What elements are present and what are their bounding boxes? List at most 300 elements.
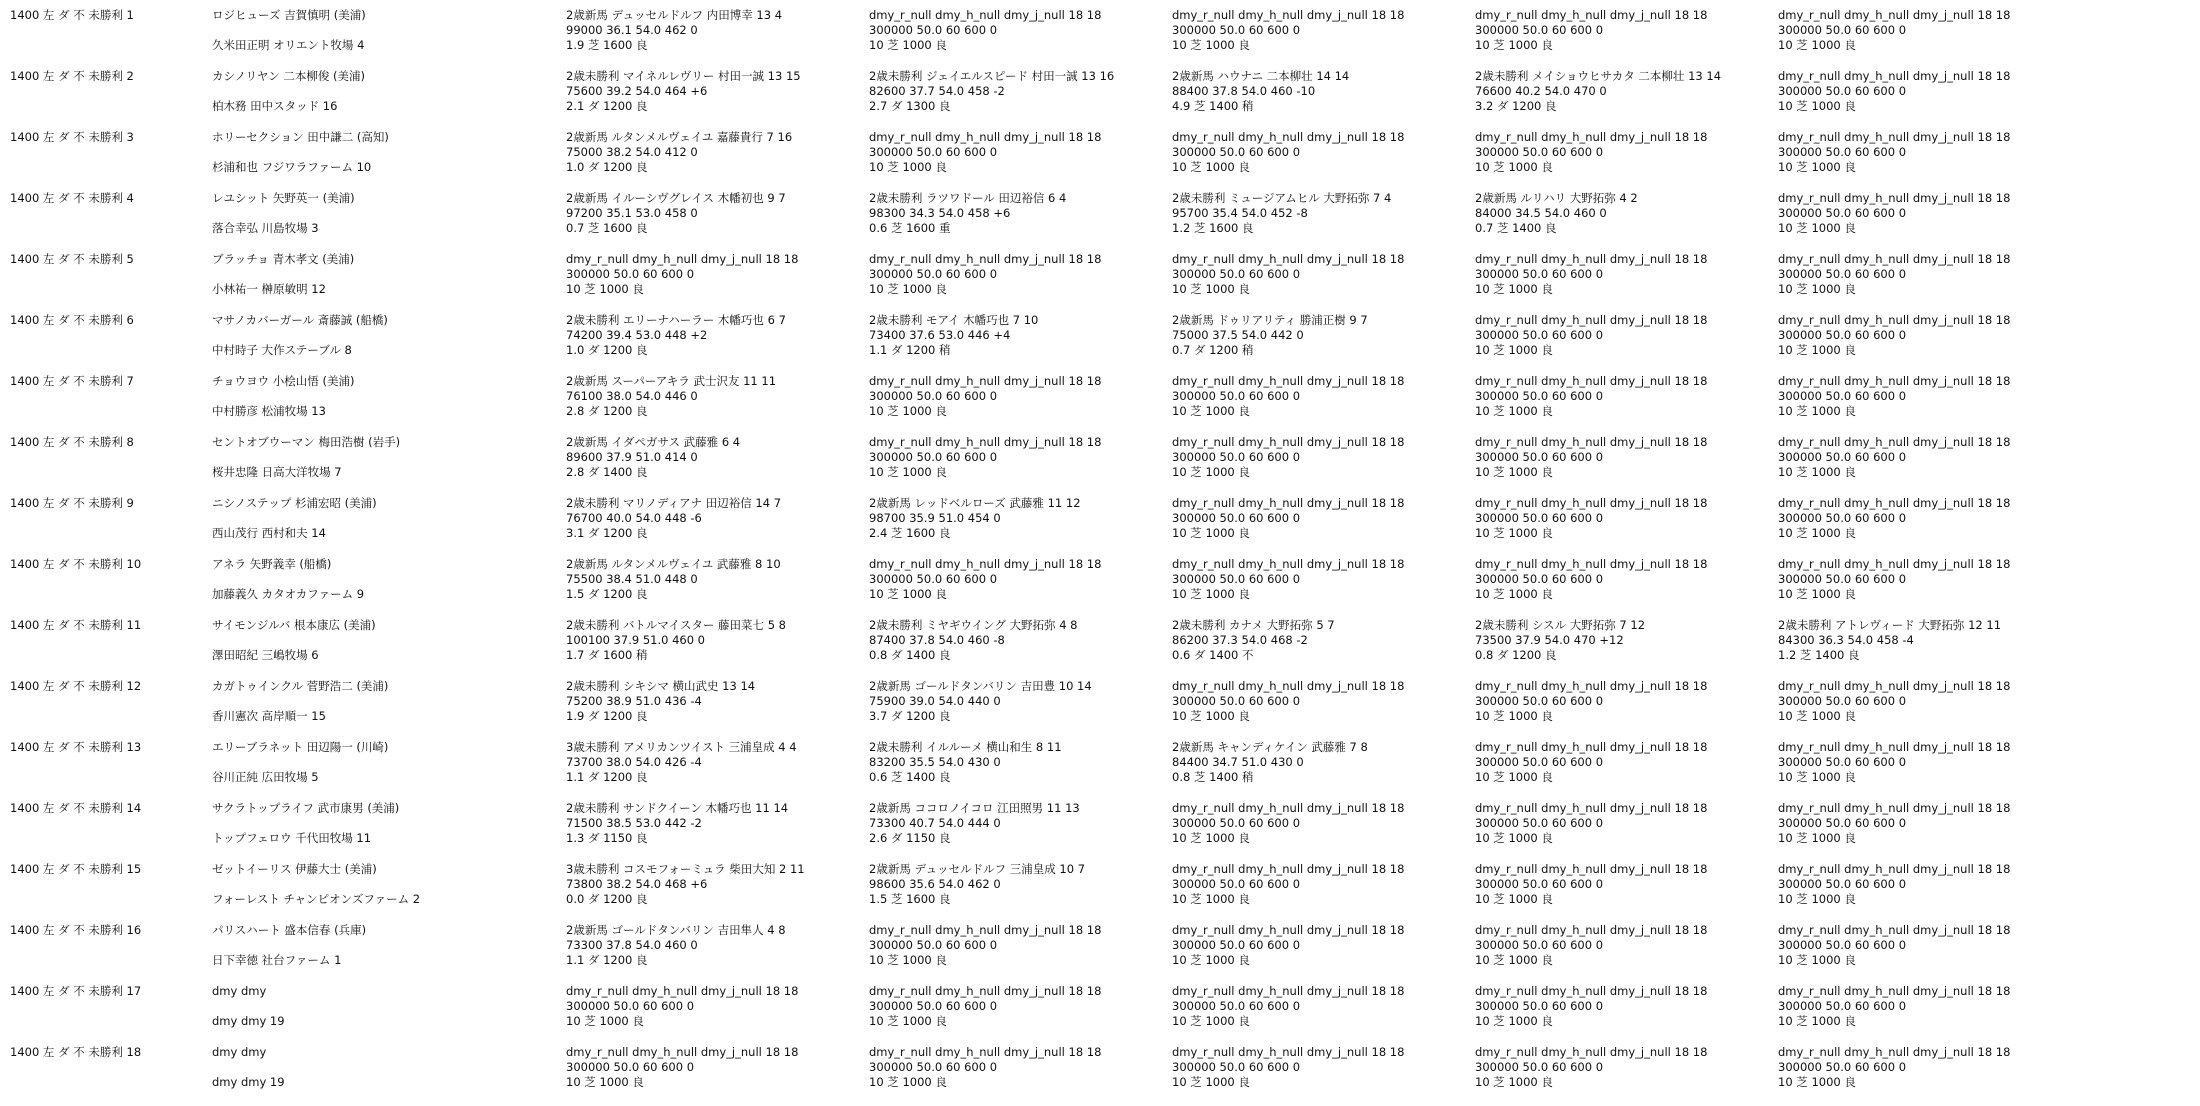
- owner-breeder: 香川憲次 高岸順一 15: [212, 709, 326, 723]
- past-race-stats: 76100 38.0 54.0 446 0: [566, 389, 698, 403]
- race-info: 1400 左 ダ 不 未勝利 16: [10, 923, 142, 937]
- past-race-1: [566, 679, 866, 724]
- past-race-stats: 300000 50.0 60 600 0: [1475, 511, 1604, 525]
- past-race-name: dmy_r_null dmy_h_null dmy_j_null 18 18: [1778, 496, 2011, 510]
- past-race-stats: 300000 50.0 60 600 0: [1778, 84, 1907, 98]
- race-info: 1400 左 ダ 不 未勝利 12: [10, 679, 142, 693]
- past-race-name: dmy_r_null dmy_h_null dmy_j_null 18 18: [869, 1045, 1102, 1059]
- past-race-4: [1475, 679, 1775, 724]
- past-race-1: [566, 618, 866, 663]
- horse-info: [212, 130, 552, 175]
- past-race-4: [1475, 374, 1775, 419]
- past-race-name: dmy_r_null dmy_h_null dmy_j_null 18 18: [1172, 130, 1405, 144]
- past-race-2: [869, 801, 1169, 846]
- horse-info: [212, 435, 552, 480]
- race-info: 1400 左 ダ 不 未勝利 2: [10, 69, 134, 83]
- past-race-course: 3.1 ダ 1200 良: [566, 526, 648, 540]
- past-race-3: [1172, 8, 1472, 53]
- entry-row: [0, 496, 2200, 557]
- horse-info: [212, 740, 552, 785]
- past-race-4: [1475, 496, 1775, 541]
- past-race-stats: 99000 36.1 54.0 462 0: [566, 23, 698, 37]
- past-race-name: dmy_r_null dmy_h_null dmy_j_null 18 18: [1475, 740, 1708, 754]
- past-race-stats: 300000 50.0 60 600 0: [869, 389, 998, 403]
- race-info: 1400 左 ダ 不 未勝利 13: [10, 740, 142, 754]
- past-race-name: dmy_r_null dmy_h_null dmy_j_null 18 18: [1778, 557, 2011, 571]
- past-race-2: [869, 740, 1169, 785]
- past-race-course: 1.9 芝 1600 良: [566, 38, 648, 52]
- past-race-stats: 300000 50.0 60 600 0: [869, 938, 998, 952]
- past-race-name: 3歳未勝利 コスモフォーミュラ 柴田大知 2 11: [566, 862, 805, 876]
- past-race-5: [1778, 496, 2078, 541]
- past-race-stats: 300000 50.0 60 600 0: [869, 450, 998, 464]
- past-race-name: dmy_r_null dmy_h_null dmy_j_null 18 18: [1475, 435, 1708, 449]
- past-race-3: [1172, 191, 1472, 236]
- past-race-4: [1475, 801, 1775, 846]
- past-race-course: 10 芝 1000 良: [1778, 465, 1856, 479]
- owner-breeder: dmy dmy 19: [212, 1014, 285, 1028]
- past-race-course: 10 芝 1000 良: [1778, 953, 1856, 967]
- past-race-course: 10 芝 1000 良: [1475, 831, 1553, 845]
- past-race-course: 10 芝 1000 良: [1172, 1014, 1250, 1028]
- past-race-name: 2歳未勝利 ジェイエルスピード 村田一誠 13 16: [869, 69, 1115, 83]
- past-race-course: 10 芝 1000 良: [1778, 160, 1856, 174]
- past-race-name: dmy_r_null dmy_h_null dmy_j_null 18 18: [566, 1045, 799, 1059]
- past-race-3: [1172, 130, 1472, 175]
- past-race-name: dmy_r_null dmy_h_null dmy_j_null 18 18: [1778, 1045, 2011, 1059]
- horse-info: [212, 984, 552, 1029]
- past-race-stats: 86200 37.3 54.0 468 -2: [1172, 633, 1308, 647]
- owner-breeder: 久米田正明 オリエント牧場 4: [212, 38, 365, 52]
- past-race-stats: 300000 50.0 60 600 0: [1172, 450, 1301, 464]
- past-race-course: 2.6 ダ 1150 良: [869, 831, 951, 845]
- past-race-stats: 300000 50.0 60 600 0: [869, 1060, 998, 1074]
- past-race-name: 2歳未勝利 バトルマイスター 藤田菜七 5 8: [566, 618, 786, 632]
- past-race-name: 2歳新馬 ドゥリアリティ 勝浦正樹 9 7: [1172, 313, 1368, 327]
- horse-info: [212, 923, 552, 968]
- owner-breeder: dmy dmy 19: [212, 1075, 285, 1089]
- past-race-stats: 300000 50.0 60 600 0: [869, 267, 998, 281]
- past-race-name: 2歳新馬 デュッセルドルフ 内田博幸 13 4: [566, 8, 783, 22]
- horse-info: [212, 679, 552, 724]
- past-race-name: dmy_r_null dmy_h_null dmy_j_null 18 18: [1172, 923, 1405, 937]
- race-info: 1400 左 ダ 不 未勝利 15: [10, 862, 142, 876]
- past-race-name: dmy_r_null dmy_h_null dmy_j_null 18 18: [869, 252, 1102, 266]
- horse-trainer: サイモンジルバ 根本康広 (美浦): [212, 618, 376, 632]
- horse-info: [212, 8, 552, 53]
- past-race-name: dmy_r_null dmy_h_null dmy_j_null 18 18: [869, 374, 1102, 388]
- past-race-course: 10 芝 1000 良: [1172, 587, 1250, 601]
- race-info: 1400 左 ダ 不 未勝利 6: [10, 313, 134, 327]
- past-race-2: [869, 252, 1169, 297]
- past-race-stats: 300000 50.0 60 600 0: [1172, 23, 1301, 37]
- entry-row: [0, 252, 2200, 313]
- past-race-1: [566, 984, 866, 1029]
- past-race-stats: 300000 50.0 60 600 0: [1778, 816, 1907, 830]
- past-race-name: dmy_r_null dmy_h_null dmy_j_null 18 18: [1475, 496, 1708, 510]
- past-race-1: [566, 130, 866, 175]
- past-race-name: dmy_r_null dmy_h_null dmy_j_null 18 18: [869, 130, 1102, 144]
- past-race-stats: 84400 34.7 51.0 430 0: [1172, 755, 1304, 769]
- past-race-stats: 300000 50.0 60 600 0: [1172, 389, 1301, 403]
- past-race-course: 10 芝 1000 良: [1172, 831, 1250, 845]
- past-race-course: 10 芝 1000 良: [1475, 404, 1553, 418]
- past-race-stats: 73300 40.7 54.0 444 0: [869, 816, 1001, 830]
- past-race-5: [1778, 1045, 2078, 1090]
- past-race-name: dmy_r_null dmy_h_null dmy_j_null 18 18: [1778, 191, 2011, 205]
- past-race-course: 10 芝 1000 良: [1475, 343, 1553, 357]
- owner-breeder: トップフェロウ 千代田牧場 11: [212, 831, 372, 845]
- past-race-2: [869, 862, 1169, 907]
- horse-trainer: アネラ 矢野義幸 (船橋): [212, 557, 332, 571]
- past-race-name: dmy_r_null dmy_h_null dmy_j_null 18 18: [1172, 252, 1405, 266]
- past-race-name: dmy_r_null dmy_h_null dmy_j_null 18 18: [1778, 801, 2011, 815]
- past-race-stats: 74200 39.4 53.0 448 +2: [566, 328, 708, 342]
- horse-trainer: レユシット 矢野英一 (美浦): [212, 191, 355, 205]
- past-race-stats: 300000 50.0 60 600 0: [1778, 145, 1907, 159]
- past-race-course: 10 芝 1000 良: [869, 160, 947, 174]
- past-race-stats: 300000 50.0 60 600 0: [1778, 877, 1907, 891]
- past-race-stats: 300000 50.0 60 600 0: [566, 1060, 695, 1074]
- past-race-name: 2歳新馬 イダペガサス 武藤雅 6 4: [566, 435, 741, 449]
- past-race-1: [566, 435, 866, 480]
- past-race-2: [869, 557, 1169, 602]
- past-race-name: dmy_r_null dmy_h_null dmy_j_null 18 18: [1778, 862, 2011, 876]
- past-race-name: dmy_r_null dmy_h_null dmy_j_null 18 18: [1778, 984, 2011, 998]
- past-race-1: [566, 313, 866, 358]
- past-race-3: [1172, 313, 1472, 358]
- past-race-name: dmy_r_null dmy_h_null dmy_j_null 18 18: [1778, 923, 2011, 937]
- past-race-stats: 300000 50.0 60 600 0: [869, 572, 998, 586]
- past-race-name: dmy_r_null dmy_h_null dmy_j_null 18 18: [1172, 374, 1405, 388]
- past-race-3: [1172, 618, 1472, 663]
- past-race-name: dmy_r_null dmy_h_null dmy_j_null 18 18: [1475, 130, 1708, 144]
- past-race-name: 2歳未勝利 マイネルレヴリー 村田一誠 13 15: [566, 69, 801, 83]
- horse-trainer: ロジヒューズ 吉賀慎明 (美浦): [212, 8, 366, 22]
- past-race-3: [1172, 923, 1472, 968]
- horse-trainer: ゼットイーリス 伊藤大士 (美浦): [212, 862, 377, 876]
- past-race-5: [1778, 435, 2078, 480]
- past-race-1: [566, 923, 866, 968]
- past-race-stats: 300000 50.0 60 600 0: [1172, 816, 1301, 830]
- past-race-stats: 300000 50.0 60 600 0: [869, 999, 998, 1013]
- horse-info: [212, 374, 552, 419]
- past-race-stats: 89600 37.9 51.0 414 0: [566, 450, 698, 464]
- past-race-stats: 75900 39.0 54.0 440 0: [869, 694, 1001, 708]
- past-race-course: 2.1 ダ 1200 良: [566, 99, 648, 113]
- past-race-course: 10 芝 1000 良: [1778, 770, 1856, 784]
- entry-row: [0, 740, 2200, 801]
- past-race-stats: 300000 50.0 60 600 0: [1475, 572, 1604, 586]
- past-race-stats: 84300 36.3 54.0 458 -4: [1778, 633, 1914, 647]
- past-race-name: 2歳新馬 ハウナニ 二本柳壮 14 14: [1172, 69, 1350, 83]
- past-race-stats: 75000 38.2 54.0 412 0: [566, 145, 698, 159]
- past-race-course: 1.3 ダ 1150 良: [566, 831, 648, 845]
- past-race-4: [1475, 435, 1775, 480]
- past-race-stats: 300000 50.0 60 600 0: [1475, 938, 1604, 952]
- past-race-name: dmy_r_null dmy_h_null dmy_j_null 18 18: [869, 8, 1102, 22]
- past-race-3: [1172, 374, 1472, 419]
- entry-row: [0, 862, 2200, 923]
- past-race-3: [1172, 984, 1472, 1029]
- entry-row: [0, 191, 2200, 252]
- past-race-2: [869, 130, 1169, 175]
- past-race-1: [566, 69, 866, 114]
- past-race-2: [869, 618, 1169, 663]
- past-race-5: [1778, 923, 2078, 968]
- past-race-stats: 300000 50.0 60 600 0: [1475, 816, 1604, 830]
- past-race-course: 10 芝 1000 良: [1475, 709, 1553, 723]
- past-race-stats: 300000 50.0 60 600 0: [1778, 328, 1907, 342]
- past-race-name: dmy_r_null dmy_h_null dmy_j_null 18 18: [1475, 923, 1708, 937]
- race-info: 1400 左 ダ 不 未勝利 4: [10, 191, 134, 205]
- past-race-course: 0.6 芝 1600 重: [869, 221, 951, 235]
- past-race-course: 10 芝 1000 良: [1172, 160, 1250, 174]
- past-race-name: 2歳未勝利 マリノディアナ 田辺裕信 14 7: [566, 496, 782, 510]
- past-race-course: 10 芝 1000 良: [1475, 1014, 1553, 1028]
- horse-info: [212, 801, 552, 846]
- past-race-stats: 300000 50.0 60 600 0: [1778, 755, 1907, 769]
- past-race-5: [1778, 801, 2078, 846]
- owner-breeder: 落合幸弘 川島牧場 3: [212, 221, 319, 235]
- past-race-4: [1475, 69, 1775, 114]
- past-race-stats: 300000 50.0 60 600 0: [869, 23, 998, 37]
- past-race-stats: 300000 50.0 60 600 0: [1778, 694, 1907, 708]
- race-info: 1400 左 ダ 不 未勝利 11: [10, 618, 142, 632]
- past-race-4: [1475, 313, 1775, 358]
- past-race-course: 1.5 ダ 1200 良: [566, 587, 648, 601]
- entry-row: [0, 435, 2200, 496]
- past-race-name: dmy_r_null dmy_h_null dmy_j_null 18 18: [1778, 8, 2011, 22]
- past-race-name: 2歳新馬 スーパーアキラ 武士沢友 11 11: [566, 374, 777, 388]
- past-race-5: [1778, 374, 2078, 419]
- past-race-stats: 82600 37.7 54.0 458 -2: [869, 84, 1005, 98]
- past-race-name: dmy_r_null dmy_h_null dmy_j_null 18 18: [1778, 252, 2011, 266]
- past-race-name: dmy_r_null dmy_h_null dmy_j_null 18 18: [1172, 801, 1405, 815]
- past-race-2: [869, 313, 1169, 358]
- past-race-stats: 300000 50.0 60 600 0: [1475, 23, 1604, 37]
- horse-info: [212, 313, 552, 358]
- past-race-stats: 300000 50.0 60 600 0: [1172, 1060, 1301, 1074]
- past-race-course: 0.0 ダ 1200 良: [566, 892, 648, 906]
- past-race-1: [566, 801, 866, 846]
- owner-breeder: 小林祐一 榊原敏明 12: [212, 282, 326, 296]
- past-race-name: 2歳未勝利 ラツワドール 田辺裕信 6 4: [869, 191, 1067, 205]
- past-race-4: [1475, 130, 1775, 175]
- past-race-stats: 75600 39.2 54.0 464 +6: [566, 84, 708, 98]
- past-race-stats: 300000 50.0 60 600 0: [1475, 694, 1604, 708]
- past-race-stats: 95700 35.4 54.0 452 -8: [1172, 206, 1308, 220]
- past-race-course: 10 芝 1000 良: [1172, 709, 1250, 723]
- past-race-5: [1778, 984, 2078, 1029]
- past-race-course: 10 芝 1000 良: [1778, 587, 1856, 601]
- past-race-stats: 300000 50.0 60 600 0: [1475, 1060, 1604, 1074]
- past-race-name: 2歳未勝利 シスル 大野拓弥 7 12: [1475, 618, 1646, 632]
- past-race-course: 10 芝 1000 良: [1778, 404, 1856, 418]
- past-race-course: 10 芝 1000 良: [1778, 892, 1856, 906]
- past-race-stats: 300000 50.0 60 600 0: [1778, 389, 1907, 403]
- past-race-stats: 300000 50.0 60 600 0: [1172, 267, 1301, 281]
- past-race-2: [869, 191, 1169, 236]
- past-race-course: 10 芝 1000 良: [1778, 831, 1856, 845]
- horse-trainer: ホリーセクション 田中謙二 (高知): [212, 130, 389, 144]
- past-race-name: 2歳未勝利 シキシマ 横山武史 13 14: [566, 679, 756, 693]
- past-race-name: 2歳未勝利 メイショウヒサカタ 二本柳壮 13 14: [1475, 69, 1722, 83]
- past-race-1: [566, 374, 866, 419]
- horse-trainer: チョウヨウ 小桧山悟 (美浦): [212, 374, 355, 388]
- past-race-name: dmy_r_null dmy_h_null dmy_j_null 18 18: [1172, 1045, 1405, 1059]
- past-race-name: 2歳新馬 イルーシヴグレイス 木幡初也 9 7: [566, 191, 786, 205]
- past-race-stats: 300000 50.0 60 600 0: [1778, 267, 1907, 281]
- past-race-course: 10 芝 1000 良: [1475, 282, 1553, 296]
- past-race-stats: 97200 35.1 53.0 458 0: [566, 206, 698, 220]
- past-race-1: [566, 740, 866, 785]
- past-race-name: dmy_r_null dmy_h_null dmy_j_null 18 18: [1172, 435, 1405, 449]
- past-race-1: [566, 252, 866, 297]
- horse-trainer: カシノリヤン 二本柳俊 (美浦): [212, 69, 366, 83]
- entry-row: [0, 801, 2200, 862]
- past-race-stats: 98300 34.3 54.0 458 +6: [869, 206, 1011, 220]
- past-race-course: 10 芝 1000 良: [1778, 1075, 1856, 1089]
- past-race-stats: 300000 50.0 60 600 0: [1778, 450, 1907, 464]
- past-race-name: 2歳未勝利 モアイ 木幡巧也 7 10: [869, 313, 1039, 327]
- past-race-course: 10 芝 1000 良: [869, 953, 947, 967]
- past-race-course: 3.7 ダ 1200 良: [869, 709, 951, 723]
- past-race-course: 1.9 ダ 1200 良: [566, 709, 648, 723]
- past-race-name: dmy_r_null dmy_h_null dmy_j_null 18 18: [566, 252, 799, 266]
- past-race-stats: 76600 40.2 54.0 470 0: [1475, 84, 1607, 98]
- past-race-stats: 300000 50.0 60 600 0: [1172, 999, 1301, 1013]
- past-race-stats: 300000 50.0 60 600 0: [1778, 572, 1907, 586]
- past-race-5: [1778, 252, 2078, 297]
- past-race-stats: 87400 37.8 54.0 460 -8: [869, 633, 1005, 647]
- past-race-course: 10 芝 1000 良: [1172, 1075, 1250, 1089]
- past-race-1: [566, 496, 866, 541]
- past-race-name: 2歳新馬 キャンディケイン 武藤雅 7 8: [1172, 740, 1368, 754]
- horse-info: [212, 557, 552, 602]
- past-race-course: 10 芝 1000 良: [1172, 953, 1250, 967]
- past-race-name: dmy_r_null dmy_h_null dmy_j_null 18 18: [1172, 679, 1405, 693]
- horse-trainer: サクラトップライフ 武市康男 (美浦): [212, 801, 400, 815]
- past-race-course: 10 芝 1000 良: [1778, 282, 1856, 296]
- past-race-name: dmy_r_null dmy_h_null dmy_j_null 18 18: [869, 435, 1102, 449]
- past-race-name: 2歳新馬 ココロノイコロ 江田照男 11 13: [869, 801, 1080, 815]
- past-race-2: [869, 679, 1169, 724]
- entry-row: [0, 923, 2200, 984]
- past-race-1: [566, 862, 866, 907]
- past-race-course: 10 芝 1000 良: [869, 38, 947, 52]
- past-race-stats: 71500 38.5 53.0 442 -2: [566, 816, 702, 830]
- past-race-stats: 76700 40.0 54.0 448 -6: [566, 511, 702, 525]
- past-race-stats: 84000 34.5 54.0 460 0: [1475, 206, 1607, 220]
- horse-trainer: マサノカバーガール 斎藤誠 (船橋): [212, 313, 388, 327]
- past-race-stats: 300000 50.0 60 600 0: [1475, 755, 1604, 769]
- past-race-4: [1475, 618, 1775, 663]
- past-race-course: 0.6 ダ 1400 不: [1172, 648, 1254, 662]
- past-race-course: 10 芝 1000 良: [869, 465, 947, 479]
- past-race-name: dmy_r_null dmy_h_null dmy_j_null 18 18: [1475, 862, 1708, 876]
- past-race-5: [1778, 740, 2078, 785]
- owner-breeder: 谷川正純 広田牧場 5: [212, 770, 319, 784]
- owner-breeder: フォーレスト チャンピオンズファーム 2: [212, 892, 421, 906]
- past-race-stats: 300000 50.0 60 600 0: [1172, 511, 1301, 525]
- past-race-course: 10 芝 1000 良: [1475, 160, 1553, 174]
- past-race-5: [1778, 862, 2078, 907]
- past-race-course: 2.8 ダ 1400 良: [566, 465, 648, 479]
- past-race-stats: 73500 37.9 54.0 470 +12: [1475, 633, 1624, 647]
- past-race-1: [566, 8, 866, 53]
- past-race-course: 0.8 ダ 1400 良: [869, 648, 951, 662]
- past-race-name: 3歳未勝利 アメリカンツイスト 三浦皇成 4 4: [566, 740, 797, 754]
- past-race-name: 2歳未勝利 サンドクイーン 木幡巧也 11 14: [566, 801, 789, 815]
- past-race-name: dmy_r_null dmy_h_null dmy_j_null 18 18: [1172, 8, 1405, 22]
- entry-row: [0, 130, 2200, 191]
- past-race-5: [1778, 8, 2078, 53]
- past-race-stats: 300000 50.0 60 600 0: [1475, 877, 1604, 891]
- horse-info: [212, 252, 552, 297]
- past-race-course: 1.0 ダ 1200 良: [566, 343, 648, 357]
- past-race-name: dmy_r_null dmy_h_null dmy_j_null 18 18: [1475, 1045, 1708, 1059]
- past-race-course: 10 芝 1000 良: [1475, 892, 1553, 906]
- past-race-5: [1778, 557, 2078, 602]
- past-race-5: [1778, 618, 2078, 663]
- past-race-course: 10 芝 1000 良: [1172, 404, 1250, 418]
- entry-row: [0, 984, 2200, 1045]
- past-race-course: 10 芝 1000 良: [869, 1075, 947, 1089]
- past-race-name: 2歳未勝利 エリーナハーラー 木幡巧也 6 7: [566, 313, 786, 327]
- past-race-course: 10 芝 1000 良: [1778, 526, 1856, 540]
- past-race-name: dmy_r_null dmy_h_null dmy_j_null 18 18: [1475, 8, 1708, 22]
- race-info: 1400 左 ダ 不 未勝利 18: [10, 1045, 142, 1059]
- past-race-course: 10 芝 1000 良: [1172, 465, 1250, 479]
- past-race-stats: 88400 37.8 54.0 460 -10: [1172, 84, 1316, 98]
- horse-trainer: エリーブラネット 田辺陽一 (川崎): [212, 740, 389, 754]
- past-race-course: 10 芝 1000 良: [566, 1014, 644, 1028]
- past-race-course: 10 芝 1000 良: [1475, 38, 1553, 52]
- owner-breeder: 柏木務 田中スタッド 16: [212, 99, 338, 113]
- past-race-name: dmy_r_null dmy_h_null dmy_j_null 18 18: [1475, 313, 1708, 327]
- race-info: 1400 左 ダ 不 未勝利 1: [10, 8, 134, 22]
- race-info: 1400 左 ダ 不 未勝利 14: [10, 801, 142, 815]
- past-race-3: [1172, 69, 1472, 114]
- past-race-course: 1.1 ダ 1200 良: [566, 953, 648, 967]
- past-race-stats: 300000 50.0 60 600 0: [566, 999, 695, 1013]
- past-race-course: 1.1 ダ 1200 稍: [869, 343, 951, 357]
- past-race-course: 10 芝 1000 良: [869, 282, 947, 296]
- past-race-course: 0.6 芝 1400 良: [869, 770, 951, 784]
- past-race-course: 0.7 芝 1400 良: [1475, 221, 1557, 235]
- past-race-4: [1475, 862, 1775, 907]
- past-race-name: dmy_r_null dmy_h_null dmy_j_null 18 18: [1778, 130, 2011, 144]
- past-race-course: 10 芝 1000 良: [1475, 587, 1553, 601]
- past-race-course: 10 芝 1000 良: [1475, 770, 1553, 784]
- owner-breeder: 西山茂行 西村和夫 14: [212, 526, 326, 540]
- past-race-3: [1172, 252, 1472, 297]
- past-race-name: 2歳新馬 デュッセルドルフ 三浦皇成 10 7: [869, 862, 1086, 876]
- past-race-stats: 300000 50.0 60 600 0: [1778, 511, 1907, 525]
- horse-trainer: パリスハート 盛本信春 (兵庫): [212, 923, 367, 937]
- past-race-course: 10 芝 1000 良: [1172, 526, 1250, 540]
- past-race-2: [869, 923, 1169, 968]
- past-race-name: dmy_r_null dmy_h_null dmy_j_null 18 18: [869, 984, 1102, 998]
- past-race-3: [1172, 1045, 1472, 1090]
- past-race-stats: 75000 37.5 54.0 442 0: [1172, 328, 1304, 342]
- past-race-course: 3.2 ダ 1200 良: [1475, 99, 1557, 113]
- past-race-course: 1.1 ダ 1200 良: [566, 770, 648, 784]
- past-race-course: 1.2 芝 1400 良: [1778, 648, 1860, 662]
- past-race-stats: 300000 50.0 60 600 0: [1172, 145, 1301, 159]
- entry-row: [0, 313, 2200, 374]
